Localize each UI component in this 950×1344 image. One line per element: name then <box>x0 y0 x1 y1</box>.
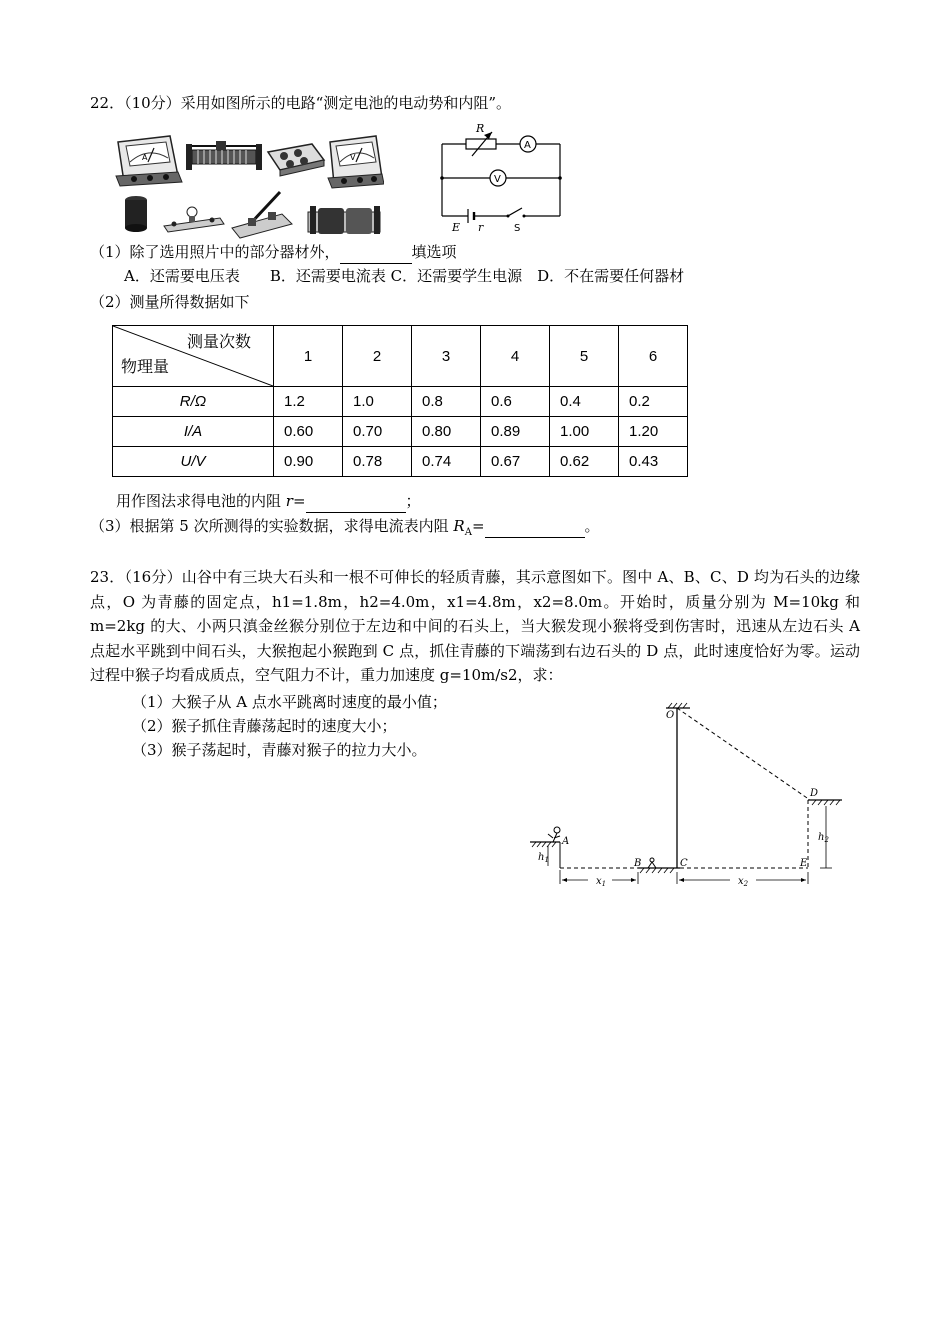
graph-var: r <box>285 492 293 510</box>
corner-top-label: 测量次数 <box>187 334 252 351</box>
table-cell: 0.80 <box>412 417 481 447</box>
q23-question-3: （3）猴子荡起时，青藤对猴子的拉力大小。 <box>132 741 427 759</box>
h1-label <box>538 852 549 864</box>
h1-letter: h <box>538 852 545 863</box>
x2-sub: 2 <box>743 880 749 888</box>
x1-sub: 1 <box>601 880 607 888</box>
part3-sub: A <box>464 527 472 538</box>
table-header-row <box>113 326 688 387</box>
corner-bottom-label: 物理量 <box>121 359 170 376</box>
table-corner <box>113 326 274 387</box>
voltmeter-picture <box>328 136 384 188</box>
graph-text: 用作图法求得电池的内阻 <box>116 492 286 510</box>
coil-picture <box>125 196 147 232</box>
part3-eq: = <box>471 517 485 535</box>
label-R: R <box>476 122 485 135</box>
table-col-header: 4 <box>481 326 550 387</box>
resistor-symbol <box>466 139 496 149</box>
part3-var: R <box>453 517 465 535</box>
internal-resistance-blank[interactable] <box>306 490 406 513</box>
table-col-header: 3 <box>412 326 481 387</box>
table-cell: 0.62 <box>550 447 619 477</box>
label-A: A <box>524 140 531 151</box>
table-cell: 0.74 <box>412 447 481 477</box>
x1-label <box>596 876 606 888</box>
row-label: R/Ω <box>113 387 274 417</box>
table-cell: 0.90 <box>274 447 343 477</box>
ammeter-picture <box>116 136 182 186</box>
table-cell: 1.2 <box>274 387 343 417</box>
battery-picture <box>308 206 380 234</box>
table-row <box>113 387 688 417</box>
table-cell: 0.67 <box>481 447 550 477</box>
label-S: S <box>514 223 521 234</box>
apparatus-photo <box>112 132 384 240</box>
row-label: I/A <box>113 417 274 447</box>
small-monkey-icon <box>648 858 656 868</box>
rheostat-picture <box>186 141 262 170</box>
point-D-label: D <box>810 788 819 799</box>
row-label: U/V <box>113 447 274 477</box>
voltmeter-letter: V <box>350 153 356 162</box>
h2-sub: 2 <box>824 836 829 844</box>
bulb-picture <box>164 207 224 232</box>
part3-suffix: 。 <box>584 517 600 535</box>
ammeter-letter: A <box>142 153 148 162</box>
q22-title: 22．（10分）采用如图所示的电路“测定电池的电动势和内阻”。 <box>90 94 512 112</box>
table-cell: 0.78 <box>343 447 412 477</box>
label-V: V <box>494 174 501 185</box>
q22-part1 <box>90 241 457 264</box>
q23-question-1: （1）大猴子从 A 点水平跳离时速度的最小值； <box>132 693 447 711</box>
h2-letter: h <box>818 832 825 843</box>
resistance-box-picture <box>268 144 324 176</box>
q22-part3 <box>90 515 600 544</box>
point-B-label: B <box>634 858 642 869</box>
graph-eq: = <box>292 492 306 510</box>
q23-question-2: （2）猴子抓住青藤荡起时的速度大小； <box>132 717 397 735</box>
big-monkey-icon <box>548 827 560 842</box>
table-cell: 0.4 <box>550 387 619 417</box>
point-O-label: O <box>666 710 675 721</box>
label-E: E <box>452 221 461 234</box>
table-cell: 0.8 <box>412 387 481 417</box>
table-col-header: 2 <box>343 326 412 387</box>
table-cell: 0.6 <box>481 387 550 417</box>
q22-graph-line <box>116 490 421 513</box>
data-table <box>112 325 688 477</box>
switch-symbol <box>508 208 522 216</box>
x2-letter: x <box>738 876 744 887</box>
table-cell: 0.2 <box>619 387 688 417</box>
h2-label <box>818 832 829 844</box>
x2-label <box>738 876 749 888</box>
circuit-diagram <box>432 118 572 234</box>
part3-text: （3）根据第 5 次所测得的实验数据，求得电流表内阻 <box>90 517 454 535</box>
table-row <box>113 417 688 447</box>
q23-body: 23．（16分）山谷中有三块大石头和一根不可伸长的轻质青藤，其示意图如下。图中 A、B、C、D 均为石头的边缘点，O 为青藤的固定点，h1=1.8m，h2=4.0m，x1=4.8m，x2=8.0m。开始时，质量分别为 M=10kg 和 m=2kg 的大、小两只滇金丝猴分别位于左边和中间的石头上，当大猴发现小猴将受到伤害时，迅速从左边石头 A 点起水平跳到中间石头，大猴抱起小猴跑到 C 点，抓住青藤的下端荡到右边石头的 D 点，此时速度恰好为零。运动过程中猴子均看成质点，空气阻力不计，重力加速度 g=10m/s2，求： <box>90 568 860 684</box>
point-C-label: C <box>680 858 688 869</box>
table-col-header: 6 <box>619 326 688 387</box>
table-cell: 0.43 <box>619 447 688 477</box>
table-cell: 1.20 <box>619 417 688 447</box>
label-r: r <box>478 221 484 234</box>
point-A-label: A <box>562 836 570 847</box>
part1-suffix: 填选项 <box>411 243 457 261</box>
graph-suffix: ； <box>405 492 421 510</box>
x1-letter: x <box>596 876 602 887</box>
q22-options: A．还需要电压表 B．还需要电流表 C．还需要学生电源 D．不在需要任何器材 <box>124 267 685 285</box>
ammeter-resistance-blank[interactable] <box>485 515 585 538</box>
h1-sub: 1 <box>544 856 549 864</box>
table-cell: 1.00 <box>550 417 619 447</box>
table-col-header: 1 <box>274 326 343 387</box>
monkey-diagram <box>520 700 850 890</box>
point-E-label: E <box>800 858 808 869</box>
table-row <box>113 447 688 477</box>
switch-picture <box>232 192 292 238</box>
table-cell: 0.70 <box>343 417 412 447</box>
part1-text: （1）除了选用照片中的部分器材外， <box>90 243 340 261</box>
table-cell: 0.89 <box>481 417 550 447</box>
table-cell: 0.60 <box>274 417 343 447</box>
table-col-header: 5 <box>550 326 619 387</box>
q22-part2: （2）测量所得数据如下 <box>90 293 250 311</box>
part1-answer-blank[interactable] <box>340 241 412 264</box>
table-cell: 1.0 <box>343 387 412 417</box>
